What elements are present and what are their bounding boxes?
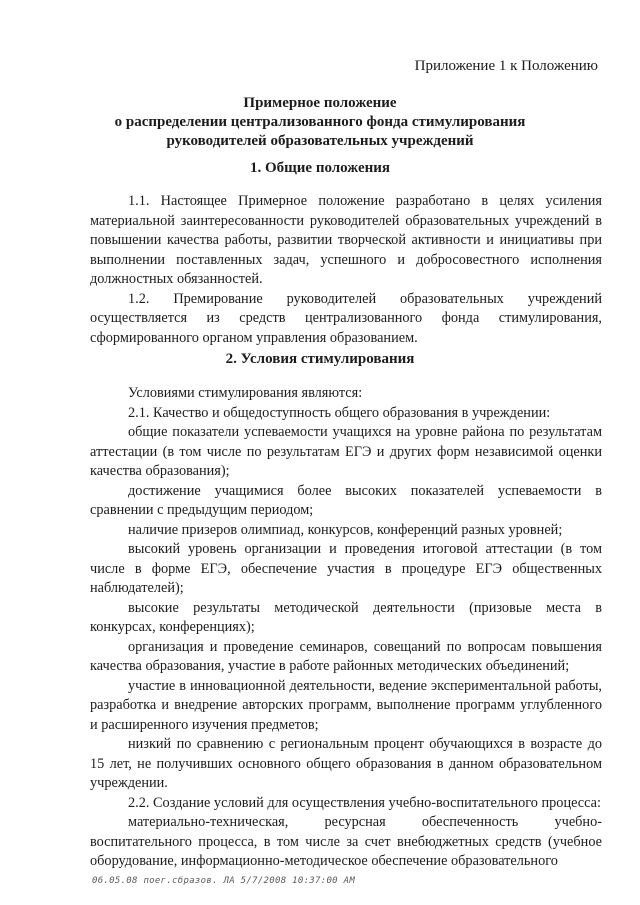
paragraph-1-1: 1.1. Настоящее Примерное положение разработано в целях усиления материальной заинтересованности руководителей образовательных учреждений в повышении качества работы, развитии творческой активности и инициативы при выполнении поставленных задач, успешного и добросовестного исполнения должностных обязанностей. [90, 193, 602, 287]
print-stamp-footer: 06.05.08 поег.сбразов. ЛА 5/7/2008 10:37:00 AM [92, 876, 356, 886]
title-line-3: руководителей образовательных учреждений [166, 133, 474, 149]
item-2-2: 2.2. Создание условий для осуществления учебно-воспитательного процесса: [128, 794, 601, 811]
list-item: высокий уровень организации и проведения итоговой аттестации (в том числе в форме ЕГЭ, обеспечение участия в процедуре ЕГЭ общественных наблюдателей); [90, 541, 602, 596]
list-item: низкий по сравнению с региональным процент обучающихся в возрасте до 15 лет, не получивших основного общего образования в данном образовательном учреждении. [90, 736, 602, 791]
list-item: участие в инновационной деятельности, ведение экспериментальной работы, разработка и внедрение авторских программ, выполнение программ углубленного и расширенного изучения предметов; [90, 677, 602, 733]
conditions-intro: Условиями стимулирования являются: [128, 385, 363, 401]
list-item: высокие результаты методической деятельности (призовые места в конкурсах, конференциях); [90, 599, 602, 635]
appendix-reference: Приложение 1 к Положению [414, 58, 598, 74]
title-line-2: о распределении централизованного фонда стимулирования [114, 114, 526, 130]
section-2-body [90, 384, 602, 872]
item-2-1: 2.1. Качество и общедоступность общего образования в учреждении: [128, 404, 551, 421]
list-item: материально-техническая, ресурсная обеспеченность учебно-воспитательного процесса, в том числе за счет внебюджетных средств (учебное оборудование, информационно-методическое обеспечение образовательного [90, 814, 602, 869]
list-item: наличие призеров олимпиад, конкурсов, конференций разных уровней; [128, 521, 563, 538]
document-title [0, 94, 640, 151]
section-2-heading: 2. Условия стимулирования [225, 351, 415, 367]
list-item: организация и проведение семинаров, совещаний по вопросам повышения качества образования, участие в работе районных методических объединений; [90, 638, 602, 674]
title-line-1: Примерное положение [243, 95, 397, 111]
section-1-body [90, 192, 602, 348]
list-item: достижение учащимися более высоких показателей успеваемости в сравнении с предыдущим периодом; [90, 482, 602, 518]
section-1-heading: 1. Общие положения [249, 160, 391, 176]
list-item: общие показатели успеваемости учащихся на уровне района по результатам аттестации (в том числе по результатам ЕГЭ и других форм независимой оценки качества образования); [90, 424, 602, 479]
paragraph-1-2: 1.2. Премирование руководителей образовательных учреждений осуществляется из средств централизованного фонда стимулирования, сформированного органом управления образованием. [90, 290, 602, 346]
